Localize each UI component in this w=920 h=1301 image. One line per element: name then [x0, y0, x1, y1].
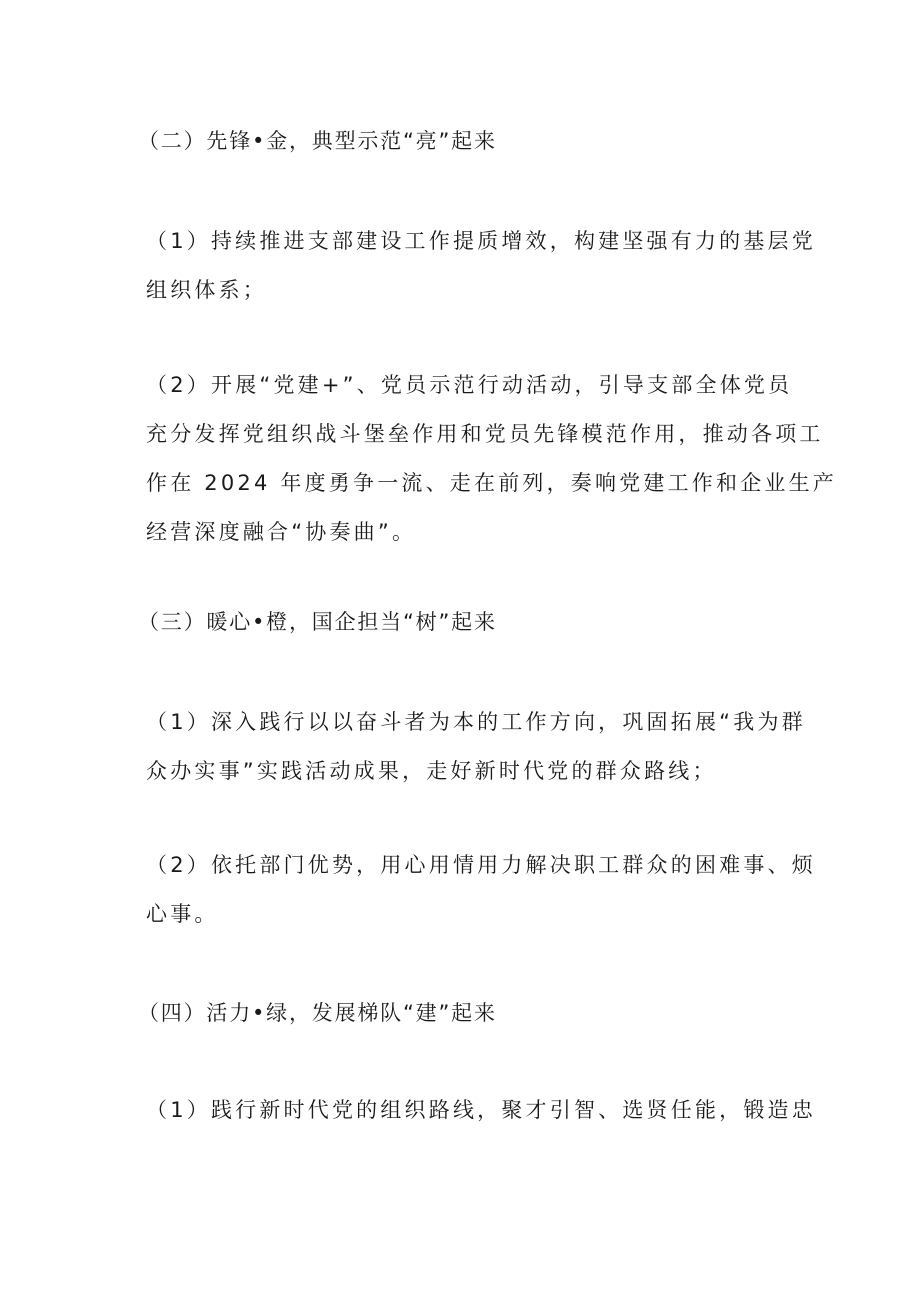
paragraph-2-2	[138, 361, 837, 557]
heading-text: （四）活力•绿，发展梯队“建”起来	[138, 1001, 497, 1025]
paragraph-3-1	[138, 698, 806, 796]
heading-text: （二）先锋•金，典型示范“亮”起来	[138, 129, 497, 153]
paragraph-line: （1）践行新时代党的组织路线，聚才引智、选贤任能，锻造忠	[146, 1098, 816, 1122]
paragraph-4-1	[138, 1086, 816, 1135]
paragraph-line: 众办实事”实践活动成果，走好新时代党的群众路线；	[146, 759, 717, 783]
section-heading-2	[138, 117, 788, 166]
paragraph-line: （1）持续推进支部建设工作提质增效，构建坚强有力的基层党	[146, 229, 816, 253]
paragraph-line: （1）深入践行以以奋斗者为本的工作方向，巩固拓展“我为群	[146, 710, 806, 734]
paragraph-2-1	[138, 217, 816, 315]
paragraph-3-2	[138, 841, 816, 939]
paragraph-line: 作在 2024 年度勇争一流、走在前列，奏响党建工作和企业生产	[146, 471, 837, 495]
paragraph-line: 充分发挥党组织战斗堡垒作用和党员先锋模范作用，推动各项工	[146, 422, 824, 446]
paragraph-line: （2）依托部门优势，用心用情用力解决职工群众的困难事、烦	[146, 853, 816, 877]
heading-text: （三）暖心•橙，国企担当“树”起来	[138, 610, 497, 634]
paragraph-line: 经营深度融合“协奏曲”。	[146, 520, 417, 544]
paragraph-line: （2）开展“党建+”、党员示范行动活动，引导支部全体党员	[146, 373, 793, 397]
section-heading-3	[138, 598, 788, 647]
section-heading-4	[138, 989, 788, 1038]
paragraph-line: 组织体系；	[146, 278, 267, 302]
paragraph-line: 心事。	[146, 902, 219, 926]
